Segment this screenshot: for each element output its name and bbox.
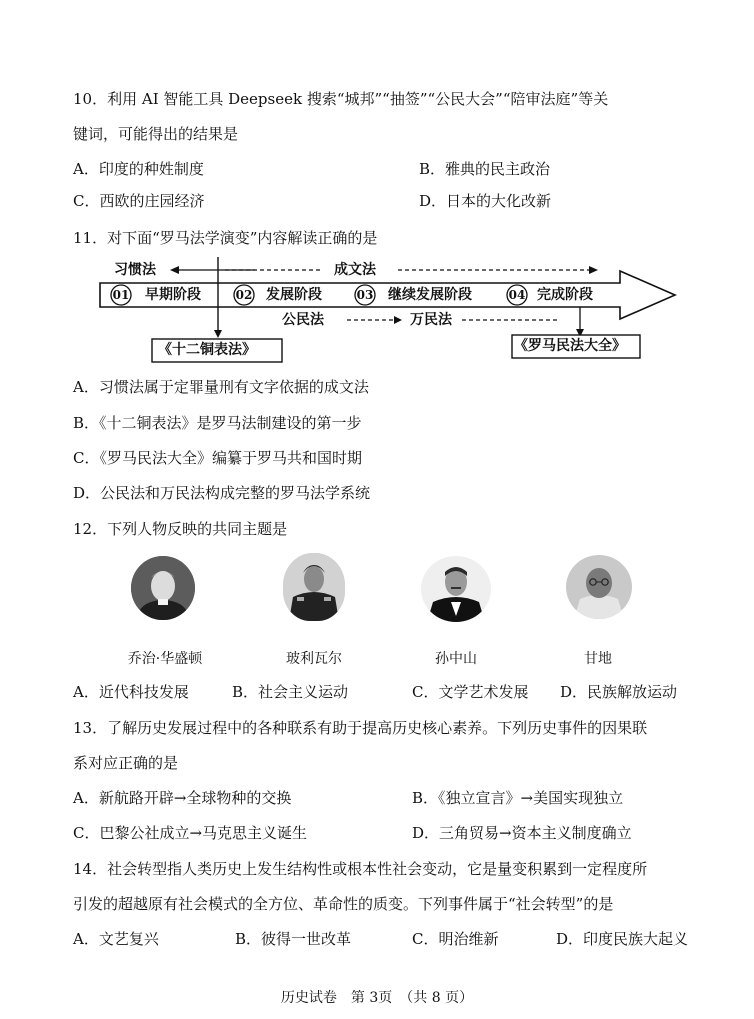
q13-option-b: B．《独立宣言》→美国实现独立 bbox=[412, 789, 624, 807]
q11-option-d: D．公民法和万民法构成完整的罗马法学系统 bbox=[73, 484, 371, 502]
q13-option-d: D．三角贸易→资本主义制度确立 bbox=[412, 824, 632, 842]
q11-option-c: C．《罗马民法大全》编纂于罗马共和国时期 bbox=[73, 449, 362, 467]
portrait-sun-yat-sen bbox=[421, 556, 491, 622]
q11-option-a: A．习惯法属于定罪量刑有文字依据的成文法 bbox=[73, 378, 369, 396]
q14-stem-line1: 14．社会转型指人类历史上发生结构性或根本性社会变动，它是量变积累到一定程度所 bbox=[73, 860, 648, 878]
arrow-head-right bbox=[589, 266, 598, 274]
q13-option-c: C．巴黎公社成立→马克思主义诞生 bbox=[73, 824, 308, 842]
caption-gandhi: 甘地 bbox=[584, 651, 612, 667]
label-twelve-tables: 《十二铜表法》 bbox=[158, 342, 256, 358]
q14-option-c: C．明治维新 bbox=[412, 930, 499, 948]
q12-option-d: D．民族解放运动 bbox=[560, 683, 678, 701]
q14-stem-line2: 引发的超越原有社会模式的全方位、革命性的质变。下列事件属于“社会转型”的是 bbox=[73, 895, 614, 913]
q14-option-a: A．文艺复兴 bbox=[73, 930, 159, 948]
divider-arrow-head bbox=[214, 330, 222, 338]
label-written-law: 成文法 bbox=[334, 262, 376, 278]
stage-label-3: 继续发展阶段 bbox=[388, 287, 472, 303]
q10-option-a: A．印度的种姓制度 bbox=[73, 160, 204, 178]
portrait-washington bbox=[131, 556, 195, 620]
arrow-head-civil bbox=[394, 316, 402, 324]
label-corpus-juris: 《罗马民法大全》 bbox=[514, 338, 626, 354]
q13-stem-line1: 13．了解历史发展过程中的各种联系有助于提高历史核心素养。下列历史事件的因果联 bbox=[73, 719, 648, 737]
stage-label-4: 完成阶段 bbox=[537, 287, 593, 303]
label-civil-law: 公民法 bbox=[282, 312, 324, 328]
q13-option-a: A．新航路开辟→全球物种的交换 bbox=[73, 789, 292, 807]
arrow-head-left bbox=[170, 266, 179, 274]
label-customary-law: 习惯法 bbox=[114, 262, 156, 278]
caption-washington: 乔治·华盛顿 bbox=[127, 651, 203, 667]
label-law-of-nations: 万民法 bbox=[410, 312, 452, 328]
caption-sun-yat-sen: 孙中山 bbox=[435, 651, 477, 667]
q10-option-c: C．西欧的庄园经济 bbox=[73, 192, 205, 210]
stage-num-4: 04 bbox=[508, 288, 526, 302]
q14-option-b: B．彼得一世改革 bbox=[235, 930, 352, 948]
q12-stem: 12．下列人物反映的共同主题是 bbox=[73, 520, 288, 538]
stage-label-1: 早期阶段 bbox=[145, 287, 201, 303]
q10-stem-line1: 10．利用 AI 智能工具 Deepseek 搜索“城邦”“抽签”“公民大会”“陪审法庭”等关 bbox=[73, 90, 609, 108]
q12-option-b: B．社会主义运动 bbox=[232, 683, 349, 701]
stage-num-1: 01 bbox=[112, 288, 130, 302]
q10-option-d: D．日本的大化改新 bbox=[419, 192, 552, 210]
stage-num-2: 02 bbox=[235, 288, 253, 302]
stage-num-3: 03 bbox=[356, 288, 374, 302]
q11-option-b: B．《十二铜表法》是罗马法制建设的第一步 bbox=[73, 414, 362, 432]
q10-option-b: B．雅典的民主政治 bbox=[419, 160, 551, 178]
q14-option-d: D．印度民族大起义 bbox=[556, 930, 689, 948]
stage-label-2: 发展阶段 bbox=[266, 287, 322, 303]
portrait-bolivar bbox=[283, 553, 345, 621]
q12-option-c: C．文学艺术发展 bbox=[412, 683, 529, 701]
q13-stem-line2: 系对应正确的是 bbox=[73, 754, 179, 772]
q10-stem-line2: 键词，可能得出的结果是 bbox=[73, 125, 239, 143]
q12-option-a: A．近代科技发展 bbox=[73, 683, 189, 701]
portrait-gandhi bbox=[566, 555, 632, 619]
caption-bolivar: 玻利瓦尔 bbox=[286, 651, 342, 667]
q11-stem: 11．对下面“罗马法学演变”内容解读正确的是 bbox=[73, 229, 378, 247]
page-footer: 历史试卷 第 3页 （共 8 页） bbox=[280, 990, 474, 1006]
